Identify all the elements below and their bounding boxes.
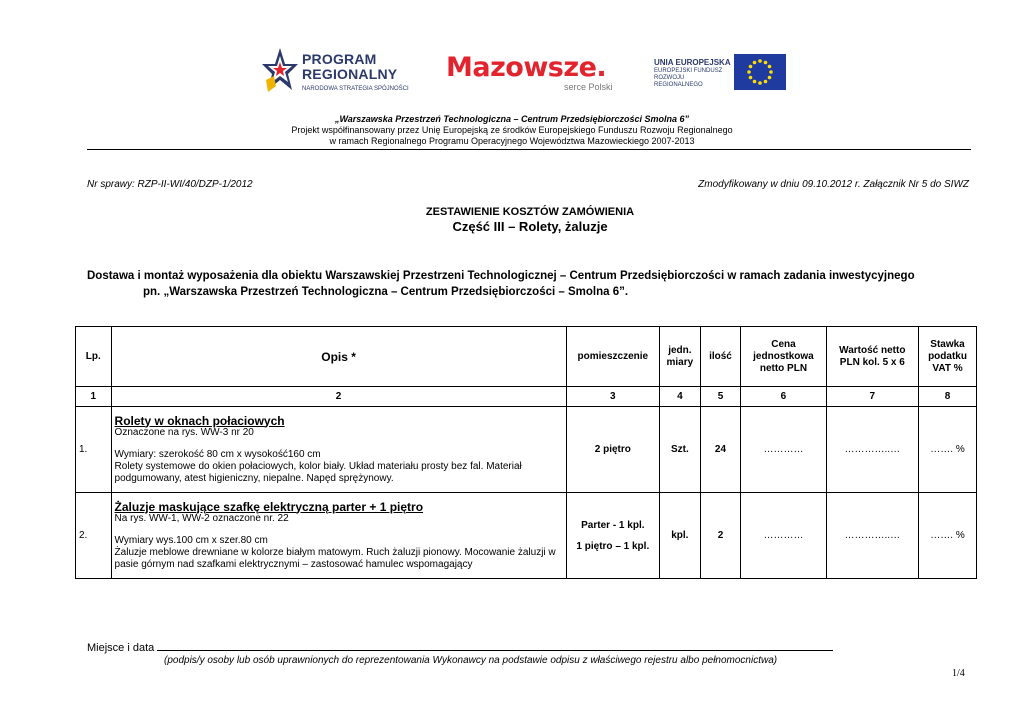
row-price: ………… [741,407,826,493]
row-value: …………..… [826,407,918,493]
header-divider [87,149,971,150]
col-number: 1 [76,387,112,407]
row-room [566,493,659,579]
mazowsze-logo [446,52,626,96]
col-number: 3 [566,387,659,407]
row-room: 2 piętro [566,407,659,493]
header-vat: Stawka podatku VAT % [919,327,977,387]
eu-title: UNIA EUROPEJSKA [654,58,731,67]
col-number: 2 [111,387,566,407]
signature-line [157,642,833,651]
row-description [111,407,566,493]
row-room-line-2: 1 piętro – 1 kpl. [576,540,650,552]
row-line-3: Żaluzje meblowe drewniane w kolorze białym matowym. Ruch żaluzji pionowy. Mocowanie żaluzji w pasie górnym nad szafkami elektrycznymi – zastosować hamulec wspomagający [114,546,556,570]
cofinance-line-2: w ramach Regionalnego Programu Operacyjnego Województwa Mazowieckiego 2007-2013 [329,136,695,146]
column-number-row [76,387,977,407]
project-title: „Warszawska Przestrzeń Technologiczna – Centrum Przedsiębiorczości Smolna 6” [334,114,690,124]
eu-flag-icon [734,54,786,90]
row-price: ………… [741,493,826,579]
mazowsze-wordmark: Mazowsze. [446,52,607,83]
row-lp: 1. [76,407,112,493]
eu-logo [648,52,788,92]
row-vat: ……. % [919,493,977,579]
program-line2: REGIONALNY [302,66,398,82]
row-description [111,493,566,579]
cost-table [75,326,977,579]
row-room-line-1: Parter - 1 kpl. [581,519,645,531]
page-number: 1/4 [952,668,965,679]
place-date-field [87,642,833,654]
col-number: 6 [741,387,826,407]
header-wartosc: Wartość netto PLN kol. 5 x 6 [826,327,918,387]
program-regionalny-logo [262,46,422,100]
header-ilosc: ilość [700,327,741,387]
col-number: 7 [826,387,918,407]
eu-subtitle: EUROPEJSKI FUNDUSZ ROZWOJU REGIONALNEGO [654,68,723,88]
intro-paragraph [87,268,977,300]
row-title: Rolety w oknach połaciowych [114,413,285,428]
header-lp: Lp. [76,327,112,387]
row-line-3: Rolety systemowe do okien połaciowych, kolor biały. Układ materiału prosty bez fal. Materiał podgumowany, atest higieniczny, niepalne. Napęd sprężynowy. [114,460,522,484]
row-line-2: Wymiary wys.100 cm x szer.80 cm [114,534,268,546]
cofinance-line-1: Projekt współfinansowany przez Unię Europejską ze środków Europejskiego Funduszu Rozwoju Regionalnego [291,125,733,135]
row-unit: Szt. [660,407,701,493]
row-vat: ……. % [919,407,977,493]
table-row [76,407,977,493]
document-title: ZESTAWIENIE KOSZTÓW ZAMÓWIENIA [425,206,635,218]
program-subtitle: NARODOWA STRATEGIA SPÓJNOŚCI [302,86,409,92]
intro-line-1: Dostawa i montaż wyposażenia dla obiektu Warszawskiej Przestrzeni Technologicznej – Centrum Przedsiębiorczości w ramach zadania inwestycyjnego [87,270,915,282]
table-header-row [76,327,977,387]
program-line1: PROGRAM [302,51,377,67]
row-qty: 2 [700,493,741,579]
col-number: 5 [700,387,741,407]
row-unit: kpl. [660,493,701,579]
row-line-2: Wymiary: szerokość 80 cm x wysokość160 cm [114,448,321,460]
row-lp: 2. [76,493,112,579]
header-pomieszczenie: pomieszczenie [566,327,659,387]
place-date-label: Miejsce i data [87,642,155,654]
case-number: Nr sprawy: RZP-II-WI/40/DZP-1/2012 [87,179,253,190]
row-title: Żaluzje maskujące szafkę elektryczną parter + 1 piętro [114,499,424,514]
part-title: Część III – Rolety, żaluzje [452,219,608,234]
row-qty: 24 [700,407,741,493]
intro-line-2: pn. „Warszawska Przestrzeń Technologiczna – Centrum Przedsiębiorczości – Smolna 6”. [143,286,629,298]
header-opis: Opis * [111,327,566,387]
table-row [76,493,977,579]
signature-note: (podpis/y osoby lub osób uprawnionych do reprezentowania Wykonawcy na podstawie odpisu z właściwego rejestru albo pełnomocnictwa) [164,655,778,666]
header-jedn: jedn. miary [660,327,701,387]
col-number: 8 [919,387,977,407]
header-cena: Cena jednostkowa netto PLN [741,327,826,387]
mazowsze-tagline: serce Polski [564,82,613,92]
col-number: 4 [660,387,701,407]
modified-note: Zmodyfikowany w dniu 09.10.2012 r. Załącznik Nr 5 do SIWZ [698,179,969,190]
row-line-1: Na rys. WW-1, WW-2 oznaczone nr. 22 [114,512,289,524]
row-line-1: Oznaczone na rys. WW-3 nr 20 [114,426,254,438]
row-value: …………..… [826,493,918,579]
program-star-icon [262,46,298,100]
